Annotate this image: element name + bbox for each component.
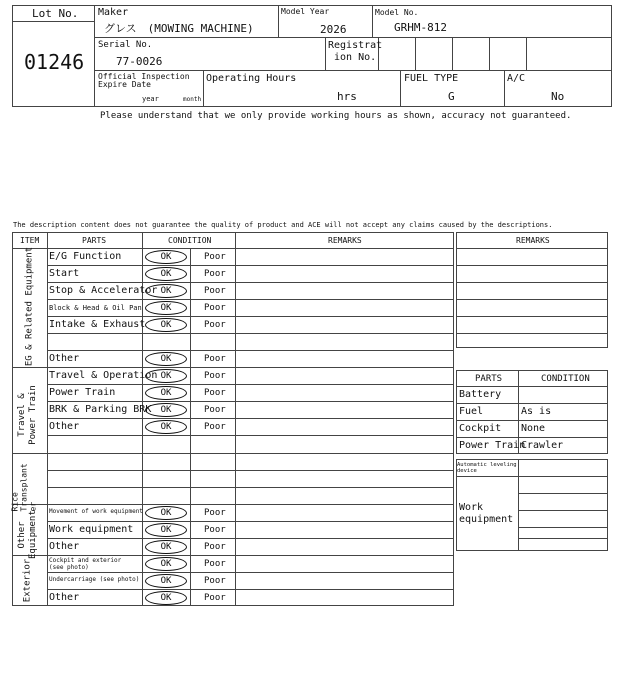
poor-label-8: Poor: [204, 405, 226, 415]
parts-cockpit: Cockpit: [459, 423, 502, 434]
part-power-train: Power Train: [49, 387, 116, 398]
part-travel-other: Other: [49, 421, 80, 432]
item-header: ITEM: [20, 236, 40, 245]
lot-number: 01246: [24, 50, 85, 74]
inspection-label-2: Expire Date: [98, 80, 151, 89]
ok-circle-15[interactable]: OK: [145, 591, 187, 605]
poor-label-2: Poor: [204, 286, 226, 296]
ok-circle-13[interactable]: OK: [145, 557, 187, 571]
ac-label: A/C: [507, 73, 526, 84]
group-rice-line-3: er: [28, 501, 38, 512]
part-exterior-other: Other: [49, 592, 80, 603]
model-no-value: GRHM-812: [394, 21, 447, 34]
model-year-value: 2026: [320, 23, 347, 36]
group-travel-label: Travel & Power Train: [17, 385, 38, 445]
part-brk-parking: BRK & Parking BRK: [49, 404, 152, 415]
group-other-label-a: [17, 511, 39, 559]
auto-leveling-text: Automatic leveling device: [457, 462, 517, 474]
part-cockpit-exterior-text: Cockpit and exterior (see photo): [49, 557, 122, 571]
poor-label-11: Poor: [204, 525, 226, 535]
ok-circle-3[interactable]: OK: [145, 301, 187, 315]
registration-label-1: Registrat: [328, 40, 383, 51]
parts-table-parts-header: PARTS: [475, 374, 503, 384]
ok-circle-1[interactable]: OK: [145, 267, 187, 281]
auto-leveling-label: [457, 462, 517, 474]
ok-circle-8[interactable]: OK: [145, 403, 187, 417]
parts-table-condition-header: CONDITION: [541, 374, 590, 384]
poor-label-0: Poor: [204, 252, 226, 262]
group-rice-label: [11, 462, 38, 512]
part-undercarriage: Undercarriage (see photo): [49, 576, 140, 583]
remarks-header: REMARKS: [328, 236, 362, 245]
fuel-label: FUEL TYPE: [404, 73, 459, 84]
inspection-label-1: Official Inspection: [98, 72, 190, 81]
month-label: month: [183, 96, 202, 103]
part-travel-operation: Travel & Operation: [49, 370, 158, 381]
registration-label-2: ion No.: [334, 52, 377, 63]
poor-label-12: Poor: [204, 542, 226, 552]
group-eg-label: EG & Related Equipment: [24, 246, 35, 367]
condition-header: CONDITION: [168, 236, 212, 245]
ok-circle-12[interactable]: OK: [145, 540, 187, 554]
poor-label-6: Poor: [204, 371, 226, 381]
serial-value: 77-0026: [116, 55, 163, 68]
ok-circle-6[interactable]: OK: [145, 369, 187, 383]
poor-label-10: Poor: [204, 508, 226, 518]
remarks-table-right: [456, 232, 608, 348]
part-cockpit-exterior: [49, 557, 139, 571]
hours-label: Operating Hours: [206, 73, 297, 84]
group-exterior-label: Exterior: [22, 558, 33, 603]
poor-label-13: Poor: [204, 559, 226, 569]
ok-circle-2[interactable]: OK: [145, 284, 187, 298]
group-rice-line-1: Rice: [10, 492, 20, 512]
part-stop-accelerator: Stop & Accelerator: [49, 285, 158, 296]
parts-power-train-condition: Crawler: [521, 440, 564, 451]
poor-label-7: Poor: [204, 388, 226, 398]
model-year-label: Model Year: [281, 7, 330, 16]
poor-label-1: Poor: [204, 269, 226, 279]
parts-cockpit-condition: None: [521, 423, 546, 434]
poor-label-9: Poor: [204, 422, 226, 432]
parts-fuel-condition: As is: [521, 406, 552, 417]
part-movement-work-equipment: Movement of work equipment: [49, 508, 143, 515]
maker-label: Maker: [98, 7, 129, 18]
ok-circle-9[interactable]: OK: [145, 420, 187, 434]
poor-label-15: Poor: [204, 593, 226, 603]
poor-label-4: Poor: [204, 320, 226, 330]
model-no-label: Model No.: [375, 8, 419, 17]
group-rice-line-2: Transplant: [19, 463, 29, 512]
ok-circle-14[interactable]: OK: [145, 574, 187, 588]
poor-label-5: Poor: [204, 354, 226, 364]
ac-value: No: [551, 90, 565, 103]
parts-fuel: Fuel: [459, 406, 484, 417]
part-start: Start: [49, 268, 80, 279]
poor-label-14: Poor: [204, 576, 226, 586]
part-eg-function: E/G Function: [49, 251, 122, 262]
parts-header: PARTS: [82, 236, 107, 245]
description-notice: The description content does not guarantee the quality of product and ACE will not accept any claims caused by the descriptions.: [13, 221, 553, 229]
part-block-head-oilpan: Block & Head & Oil Pan: [49, 304, 142, 312]
part-eg-other: Other: [49, 353, 80, 364]
group-travel-label-a: [17, 375, 39, 455]
ok-circle-11[interactable]: OK: [145, 523, 187, 537]
group-other-label: Other Equipment: [17, 510, 38, 559]
work-label-2: equipment: [459, 514, 514, 525]
serial-label: Serial No.: [98, 40, 153, 50]
ok-circle-4[interactable]: OK: [145, 318, 187, 332]
ok-circle-7[interactable]: OK: [145, 386, 187, 400]
poor-label-3: Poor: [204, 303, 226, 313]
ok-circle-0[interactable]: OK: [145, 250, 187, 264]
part-intake-exhaust: Intake & Exhaust: [49, 319, 146, 330]
year-label: year: [142, 95, 159, 103]
hours-unit: hrs: [337, 90, 357, 103]
ok-circle-10[interactable]: OK: [145, 506, 187, 520]
remarks-right-header: REMARKS: [516, 236, 550, 245]
header-block: [12, 5, 612, 107]
parts-power-train: Power Train: [459, 440, 526, 451]
hours-notice: Please understand that we only provide working hours as shown, accuracy not guaranteed.: [100, 111, 572, 121]
fuel-value: G: [448, 90, 455, 103]
part-work-equipment: Work equipment: [49, 524, 134, 535]
lot-label: Lot No.: [32, 7, 79, 20]
ok-circle-5[interactable]: OK: [145, 352, 187, 366]
parts-battery: Battery: [459, 389, 502, 400]
maker-value: グレス (MOWING MACHINE): [104, 22, 254, 35]
part-other-equipment-other: Other: [49, 541, 80, 552]
work-label-1: Work: [459, 502, 484, 513]
